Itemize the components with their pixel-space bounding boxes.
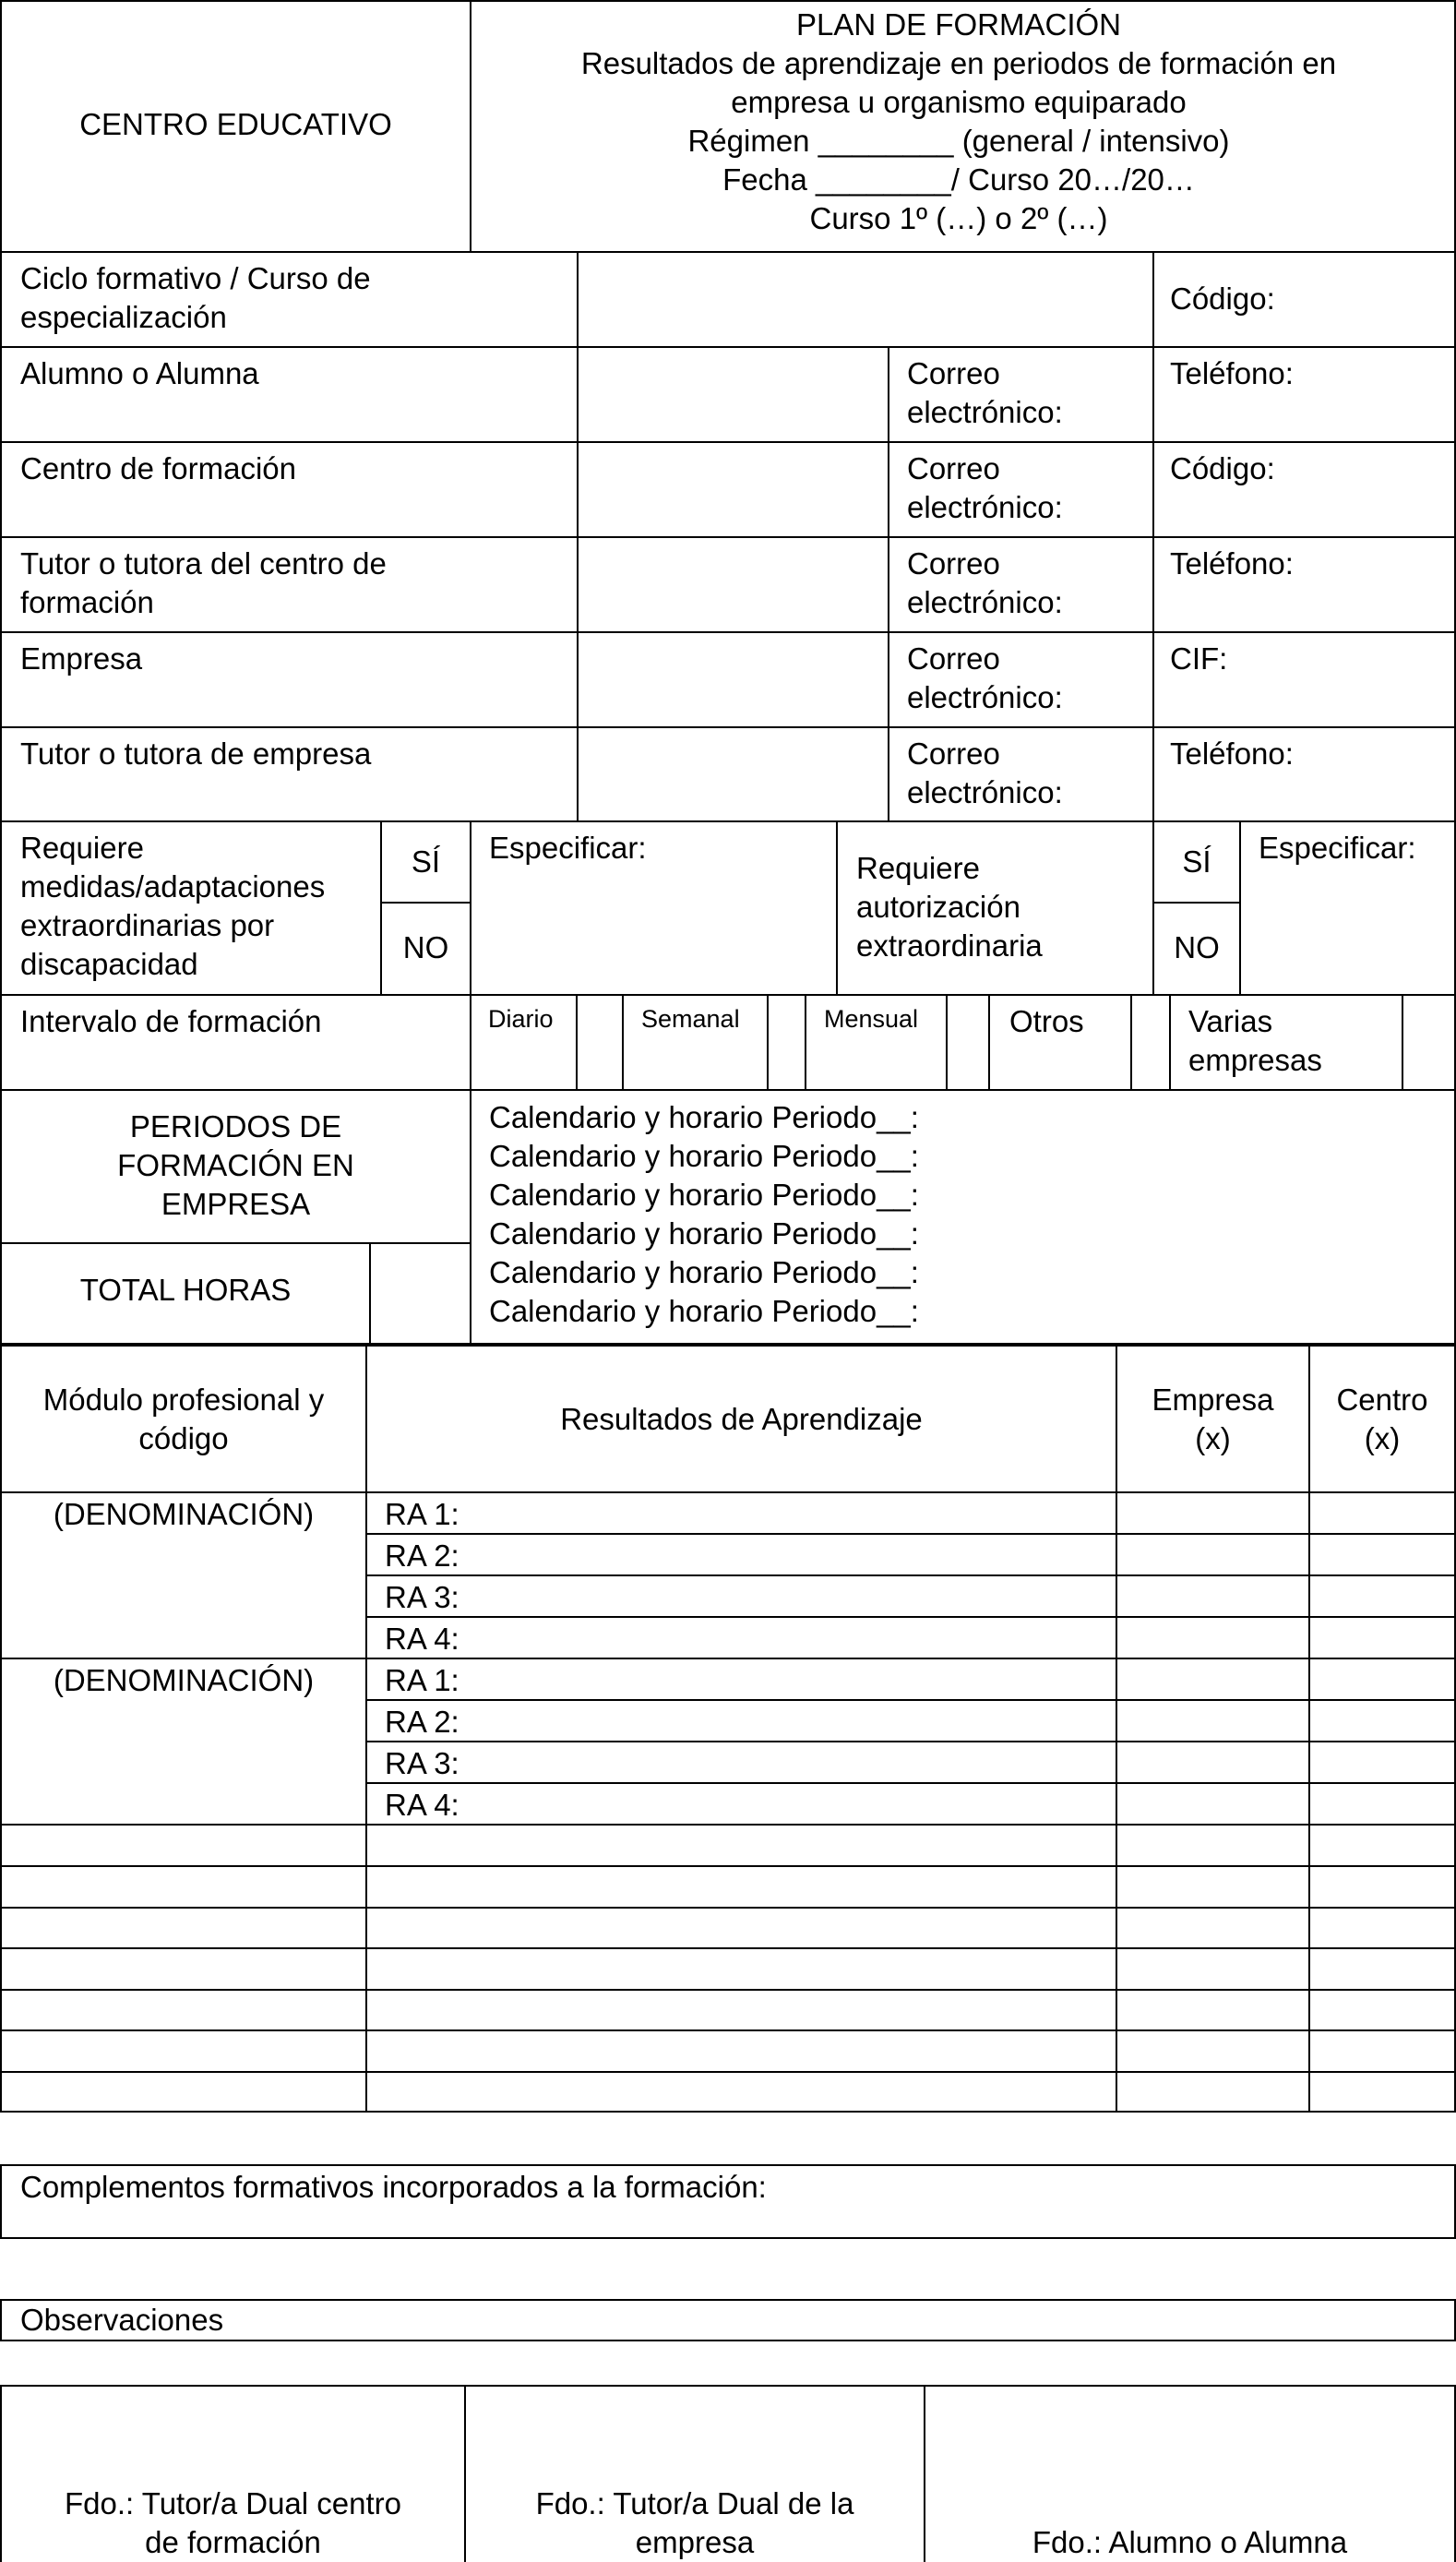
tutor-centro-field[interactable] <box>579 538 888 631</box>
calendario-line: Calendario y horario Periodo__: <box>489 1178 919 1212</box>
correo-label: electrónico: <box>907 395 1063 429</box>
tutor-empresa-field[interactable] <box>579 728 888 820</box>
periodos-label: EMPRESA <box>161 1187 311 1221</box>
modulo-header: código <box>138 1421 229 1455</box>
telefono-label: Teléfono: <box>1170 356 1294 390</box>
centro-header: Centro <box>1336 1383 1428 1417</box>
plan-title <box>480 6 1438 238</box>
calendario-line: Calendario y horario Periodo__: <box>489 1255 919 1289</box>
autorizacion-label: Requiere <box>856 851 980 885</box>
complementos-label: Complementos formativos incorporados a la formación: <box>20 2170 767 2204</box>
telefono-label: Teléfono: <box>1170 546 1294 581</box>
total-horas-label: TOTAL HORAS <box>79 1273 292 1307</box>
correo-label: electrónico: <box>907 775 1063 809</box>
codigo-label: Código: <box>1170 451 1275 485</box>
ra-label: RA 3: <box>385 1746 459 1780</box>
calendario-line: Calendario y horario Periodo__: <box>489 1100 919 1134</box>
periodos-label: PERIODOS DE <box>129 1109 342 1143</box>
varias-empresas-label: Varias <box>1188 1004 1273 1038</box>
calendario-line: Calendario y horario Periodo__: <box>489 1139 919 1173</box>
empresa-label: Empresa <box>20 641 143 676</box>
mensual-checkbox[interactable] <box>948 996 988 1089</box>
firma-alumno-label: Fdo.: Alumno o Alumna <box>1032 2525 1348 2559</box>
total-horas-field[interactable] <box>371 1244 470 1343</box>
correo-label: Correo <box>907 736 1000 771</box>
correo-label: Correo <box>907 356 1000 390</box>
centro-educativo-label: CENTRO EDUCATIVO <box>79 107 392 141</box>
correo-label: Correo <box>907 546 1000 581</box>
medidas-label: discapacidad <box>20 947 198 981</box>
modulo-header: Módulo profesional y <box>42 1383 325 1417</box>
varias-empresas-checkbox[interactable] <box>1403 996 1454 1089</box>
modulo-name: (DENOMINACIÓN) <box>53 1497 315 1531</box>
modulo-name: (DENOMINACIÓN) <box>53 1663 315 1697</box>
ra-label: RA 3: <box>385 1580 459 1614</box>
mensual-label: Mensual <box>824 1005 919 1033</box>
ra-label: RA 2: <box>385 1705 459 1739</box>
plan-subtitle-line: Resultados de aprendizaje en periodos de formación en <box>580 46 1337 80</box>
ra-label: RA 1: <box>385 1663 459 1697</box>
especificar-label: Especificar: <box>489 831 647 865</box>
ciclo-formativo-field[interactable] <box>579 253 1152 346</box>
firma-centro-label: de formación <box>145 2525 321 2559</box>
medidas-label: Requiere <box>20 831 144 865</box>
autorizacion-label: extraordinaria <box>856 928 1043 963</box>
plan-subtitle-line: empresa u organismo equiparado <box>731 85 1187 119</box>
alumno-label: Alumno o Alumna <box>20 356 259 390</box>
fecha-line: Fecha ________/ Curso 20…/20… <box>722 162 1195 197</box>
alumno-field[interactable] <box>579 348 888 441</box>
tutor-empresa-label: Tutor o tutora de empresa <box>20 736 372 771</box>
firma-empresa-label: empresa <box>635 2525 755 2559</box>
codigo-label: Código: <box>1170 281 1275 316</box>
ra-label: RA 2: <box>385 1538 459 1573</box>
correo-label: electrónico: <box>907 680 1063 714</box>
semanal-checkbox[interactable] <box>769 996 805 1089</box>
si-option[interactable]: SÍ <box>1182 844 1211 879</box>
calendario-line: Calendario y horario Periodo__: <box>489 1216 919 1251</box>
empresa-header: Empresa <box>1152 1383 1274 1417</box>
ciclo-formativo-label: Ciclo formativo / Curso de <box>20 261 371 295</box>
cif-label: CIF: <box>1170 641 1228 676</box>
correo-label: electrónico: <box>907 490 1063 524</box>
intervalo-label: Intervalo de formación <box>20 1004 322 1038</box>
correo-label: electrónico: <box>907 585 1063 619</box>
ciclo-formativo-label: especialización <box>20 300 227 334</box>
telefono-label: Teléfono: <box>1170 736 1294 771</box>
si-option[interactable]: SÍ <box>411 844 441 879</box>
autorizacion-label: autorización <box>856 890 1020 924</box>
resultados-header: Resultados de Aprendizaje <box>560 1402 923 1436</box>
correo-label: Correo <box>907 451 1000 485</box>
ra-label: RA 4: <box>385 1622 459 1656</box>
regimen-line: Régimen ________ (general / intensivo) <box>687 124 1230 158</box>
tutor-centro-label: Tutor o tutora del centro de <box>20 546 387 581</box>
no-option[interactable]: NO <box>1174 930 1220 964</box>
plan-title-line: PLAN DE FORMACIÓN <box>795 7 1122 42</box>
periodos-label: FORMACIÓN EN <box>117 1148 354 1182</box>
firma-empresa-label: Fdo.: Tutor/a Dual de la <box>535 2486 854 2520</box>
especificar-label: Especificar: <box>1259 831 1416 865</box>
medidas-label: medidas/adaptaciones <box>20 869 326 904</box>
otros-label: Otros <box>1009 1004 1084 1038</box>
otros-checkbox[interactable] <box>1132 996 1169 1089</box>
no-option[interactable]: NO <box>402 930 449 964</box>
empresa-header: (x) <box>1195 1421 1231 1455</box>
calendario-line: Calendario y horario Periodo__: <box>489 1294 919 1328</box>
ra-label: RA 4: <box>385 1788 459 1822</box>
diario-label: Diario <box>488 1005 554 1033</box>
ra-label: RA 1: <box>385 1497 459 1531</box>
firma-centro-label: Fdo.: Tutor/a Dual centro <box>64 2486 401 2520</box>
centro-header: (x) <box>1364 1421 1401 1455</box>
tutor-centro-label: formación <box>20 585 154 619</box>
varias-empresas-label: empresas <box>1188 1043 1322 1077</box>
semanal-label: Semanal <box>641 1005 740 1033</box>
observaciones-label: Observaciones <box>20 2303 224 2337</box>
correo-label: Correo <box>907 641 1000 676</box>
medidas-label: extraordinarias por <box>20 908 275 942</box>
curso-line: Curso 1º (…) o 2º (…) <box>809 201 1108 235</box>
empresa-field[interactable] <box>579 633 888 726</box>
centro-formacion-label: Centro de formación <box>20 451 296 485</box>
diario-checkbox[interactable] <box>578 996 622 1089</box>
centro-formacion-field[interactable] <box>579 443 888 536</box>
